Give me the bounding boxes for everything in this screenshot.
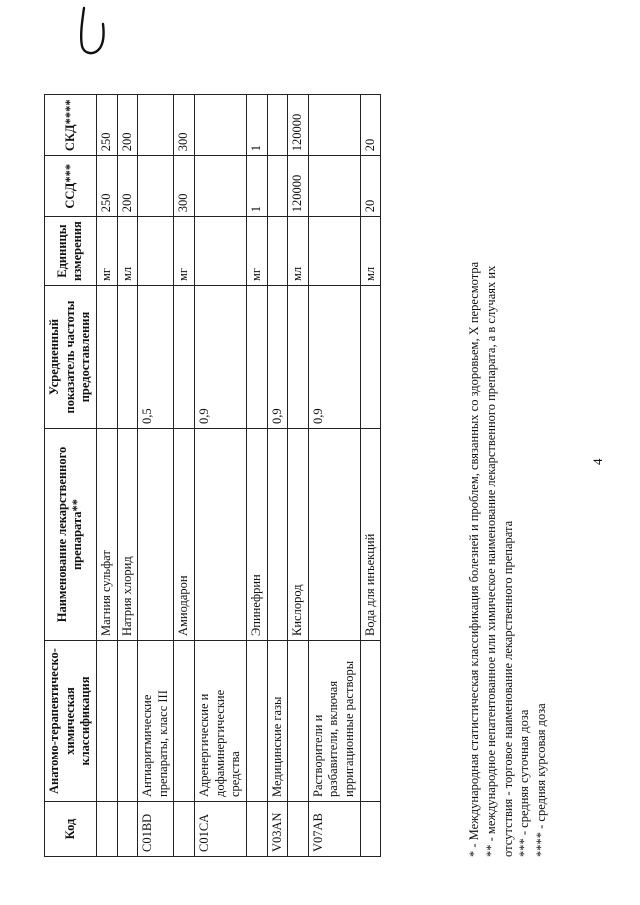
cell-code xyxy=(246,802,267,857)
header-ssd: ССД*** xyxy=(45,156,97,217)
cell-freq xyxy=(288,286,309,429)
cell-code: C01BD xyxy=(138,802,174,857)
table-header-row xyxy=(45,95,97,857)
header-name: Наименование лекарственного препарата** xyxy=(45,429,97,641)
cell-code xyxy=(117,802,138,857)
header-atc: Анатомо-терапевтическо-химическая классификация xyxy=(45,641,97,802)
cell-code xyxy=(96,802,117,857)
cell-name: Эпинефрин xyxy=(246,429,267,641)
table-row xyxy=(267,95,288,857)
cell-name: Натрия хлорид xyxy=(117,429,138,641)
cell-freq xyxy=(360,286,381,429)
cell-freq: 0,9 xyxy=(308,286,360,429)
footnote: * - Международная статистическая классификация болезней и проблем, связанных со здоровьем, X пересмотра xyxy=(467,261,481,857)
cell-unit: мл xyxy=(117,217,138,286)
cell-ssd: 300 xyxy=(174,156,195,217)
cell-unit: мл xyxy=(360,217,381,286)
cell-skd: 300 xyxy=(174,95,195,156)
cell-atc xyxy=(246,641,267,802)
cell-freq xyxy=(174,286,195,429)
cell-atc xyxy=(174,641,195,802)
cell-atc xyxy=(360,641,381,802)
cell-atc: Антиаритмические препараты, класс III xyxy=(138,641,174,802)
footnote: **** - средняя курсовая доза xyxy=(534,703,548,857)
table-row xyxy=(96,95,117,857)
footnote: отсутствия - торговое наименование лекарственного препарата xyxy=(500,520,515,857)
drug-table xyxy=(44,94,381,857)
footnote: *** - средняя суточная доза xyxy=(517,709,532,857)
table-row xyxy=(246,95,267,857)
cell-atc xyxy=(288,641,309,802)
cell-atc xyxy=(96,641,117,802)
cell-name: Магния сульфат xyxy=(96,429,117,641)
table-row xyxy=(117,95,138,857)
cell-name xyxy=(195,429,247,641)
header-skd: СКД**** xyxy=(45,95,97,156)
cell-name xyxy=(267,429,288,641)
cell-unit xyxy=(195,217,247,286)
cell-ssd: 200 xyxy=(117,156,138,217)
cell-skd: 250 xyxy=(96,95,117,156)
cell-freq: 0,5 xyxy=(138,286,174,429)
cell-ssd: 20 xyxy=(360,156,381,217)
cell-name: Амиодарон xyxy=(174,429,195,641)
cell-unit xyxy=(267,217,288,286)
cell-code: V03AN xyxy=(267,802,288,857)
cell-atc: Растворители и разбавители, включая ирригационные растворы xyxy=(308,641,360,802)
cell-ssd: 250 xyxy=(96,156,117,217)
table-row xyxy=(195,95,247,857)
cell-skd: 1 xyxy=(246,95,267,156)
cell-freq: 0,9 xyxy=(195,286,247,429)
table-row xyxy=(138,95,174,857)
cell-skd xyxy=(267,95,288,156)
cell-unit: мг xyxy=(96,217,117,286)
cell-unit: мл xyxy=(288,217,309,286)
cell-code xyxy=(288,802,309,857)
footnote: ** - международное непатентованное или химическое наименование лекарственного препарата, а в случаях их xyxy=(483,265,498,857)
cell-name: Кислород xyxy=(288,429,309,641)
cell-ssd xyxy=(267,156,288,217)
cell-skd: 120000 xyxy=(288,95,309,156)
cell-code xyxy=(360,802,381,857)
cell-name: Вода для инъекций xyxy=(360,429,381,641)
cell-ssd xyxy=(138,156,174,217)
header-frequency: Усредненный показатель частоты предоставления xyxy=(45,286,97,429)
cell-code: V07AB xyxy=(308,802,360,857)
cell-skd: 200 xyxy=(117,95,138,156)
cell-atc: Адренергические и дофаминергические средства xyxy=(195,641,247,802)
cell-code xyxy=(174,802,195,857)
cell-ssd xyxy=(308,156,360,217)
cell-freq xyxy=(96,286,117,429)
cell-ssd: 1 xyxy=(246,156,267,217)
table-row xyxy=(174,95,195,857)
cell-unit: мг xyxy=(174,217,195,286)
cell-skd xyxy=(308,95,360,156)
page-number: 4 xyxy=(590,458,605,465)
table-row xyxy=(360,95,381,857)
footnotes xyxy=(466,27,550,857)
cell-atc xyxy=(117,641,138,802)
header-unit: Единицы измерения xyxy=(45,217,97,286)
cell-unit xyxy=(138,217,174,286)
table-row xyxy=(308,95,360,857)
cell-unit xyxy=(308,217,360,286)
cell-freq xyxy=(246,286,267,429)
cell-name xyxy=(308,429,360,641)
cell-skd xyxy=(195,95,247,156)
cell-code: C01CA xyxy=(195,802,247,857)
cell-skd xyxy=(138,95,174,156)
cell-freq: 0,9 xyxy=(267,286,288,429)
cell-ssd: 120000 xyxy=(288,156,309,217)
header-code: Код xyxy=(45,802,97,857)
cell-freq xyxy=(117,286,138,429)
cell-unit: мг xyxy=(246,217,267,286)
cell-skd: 20 xyxy=(360,95,381,156)
cell-ssd xyxy=(195,156,247,217)
cell-atc: Медицинские газы xyxy=(267,641,288,802)
table-row xyxy=(288,95,309,857)
cell-name xyxy=(138,429,174,641)
